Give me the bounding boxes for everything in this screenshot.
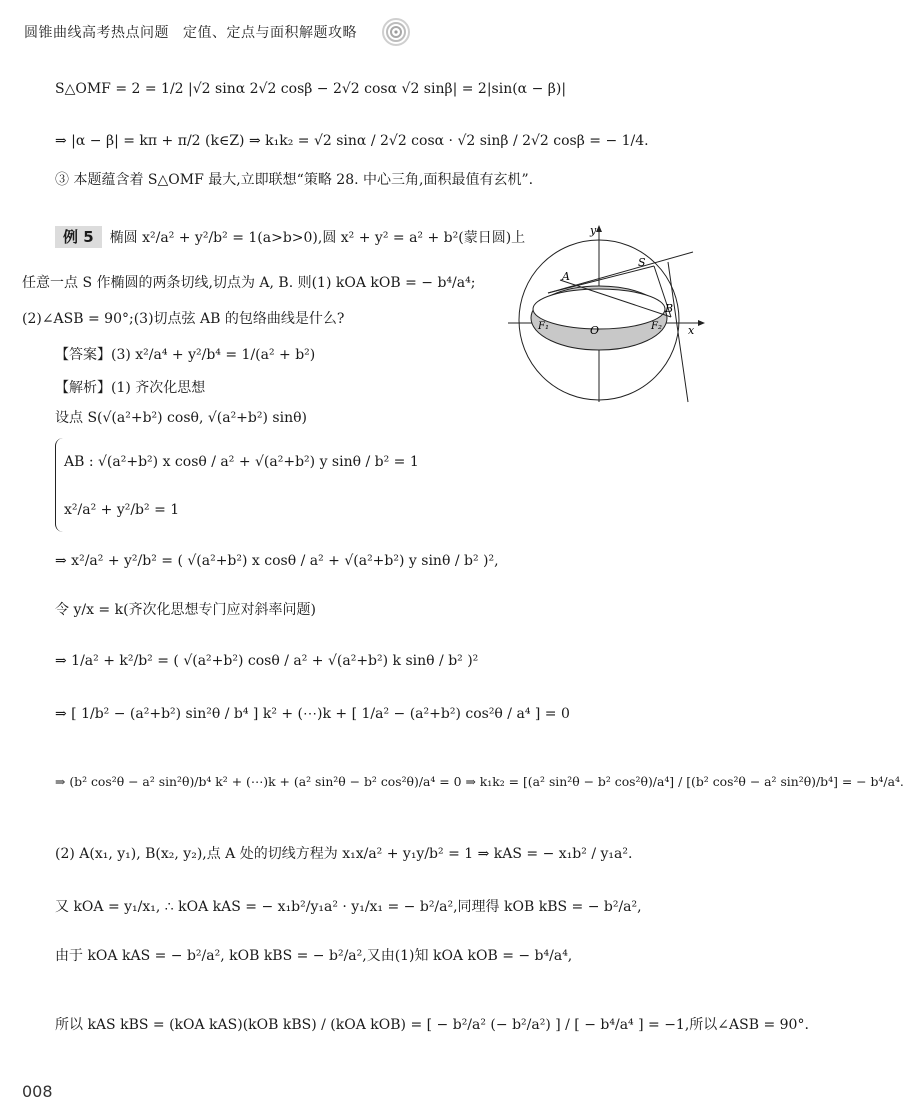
text-line-14: ⇒ 1/a² + k²/b² = ( √(a²+b²) cosθ / a² + √(a²+b²) k sinθ / b² )² <box>55 653 479 669</box>
answer-line: 【答案】(3) x²/a⁴ + y²/b⁴ = 1/(a² + b²) <box>55 347 316 363</box>
text-line-03: ③ 本题蕴含着 S△OMF 最大,立即联想“策略 28. 中心三角,面积最值有玄机”. <box>55 172 534 188</box>
y-axis-arrow-icon <box>596 225 602 232</box>
text-line-02: ⇒ |α − β| = kπ + π/2 (k∈Z) ⇒ k₁k₂ = √2 sinα / 2√2 cosα · √2 sinβ / 2√2 cosβ = − 1/4. <box>55 133 649 149</box>
label-s: S <box>638 256 646 269</box>
text-line-05: 任意一点 S 作椭圆的两条切线,切点为 A, B. 则(1) kOA kOB = − b⁴/a⁴; <box>22 275 476 291</box>
example-5-line <box>55 226 525 248</box>
text-line-20: 所以 kAS kBS = (kOA kAS)(kOB kBS) / (kOA kOB) = [ − b²/a² (− b²/a²) ] / [ − b⁴/a⁴ ] = −1,所以∠ASB = 90°. <box>55 1017 809 1033</box>
text-line-01: S△OMF = 2 = 1/2 |√2 sinα 2√2 cosβ − 2√2 cosα √2 sinβ| = 2|sin(α − β)| <box>55 81 567 97</box>
text-line-12: ⇒ x²/a² + y²/b² = ( √(a²+b²) x cosθ / a² + √(a²+b²) y sinθ / b² )², <box>55 553 499 569</box>
x-axis-arrow-icon <box>698 320 705 326</box>
label-y: y <box>590 224 597 237</box>
label-x: x <box>688 324 695 337</box>
label-b: B <box>665 302 674 315</box>
text-line-16: ⇒ (b² cos²θ − a² sin²θ)/b⁴ k² + (⋯)k + (a² sin²θ − b² cos²θ)/a⁴ = 0 ⇒ k₁k₂ = [(a² sin²θ − b² cos²θ)/a⁴] / [(b² cos²θ − a² sin²θ)/b⁴] = − b⁴/a⁴. <box>55 774 904 789</box>
chapter-title: 定值、定点与面积解题攻略 <box>183 25 357 41</box>
example-badge: 例 5 <box>55 226 102 248</box>
book-title: 圆锥曲线高考热点问题 <box>24 25 169 41</box>
label-f1: F₁ <box>538 321 549 332</box>
text-line-18: 又 kOA = y₁/x₁, ∴ kOA kAS = − x₁b²/y₁a² · y₁/x₁ = − b²/a²,同理得 kOB kBS = − b²/a², <box>55 899 642 915</box>
text-line-17: (2) A(x₁, y₁), B(x₂, y₂),点 A 处的切线方程为 x₁x/a² + y₁y/b² = 1 ⇒ kAS = − x₁b² / y₁a². <box>55 846 633 862</box>
text-line-06: (2)∠ASB = 90°;(3)切点弦 AB 的包络曲线是什么? <box>22 311 345 327</box>
tangent-extension <box>668 262 688 402</box>
ellipse-curve <box>533 289 665 329</box>
analysis-heading: 【解析】(1) 齐次化思想 <box>55 380 206 396</box>
label-f2: F₂ <box>651 321 662 332</box>
text-line-19: 由于 kOA kAS = − b²/a², kOB kBS = − b²/a²,又由(1)知 kOA kOB = − b⁴/a⁴, <box>55 948 573 964</box>
text-line-04: 椭圆 x²/a² + y²/b² = 1(a>b>0),圆 x² + y² = a² + b²(蒙日圆)上 <box>109 230 526 246</box>
page-number: 008 <box>22 1082 53 1101</box>
text-line-13: 令 y/x = k(齐次化思想专门应对斜率问题) <box>55 602 317 618</box>
system-eq-2: x²/a² + y²/b² = 1 <box>64 502 180 518</box>
monge-circle-figure <box>508 222 713 406</box>
system-eq-1: AB : √(a²+b²) x cosθ / a² + √(a²+b²) y sinθ / b² = 1 <box>64 454 419 470</box>
text-line-09: 设点 S(√(a²+b²) cosθ, √(a²+b²) sinθ) <box>55 410 307 426</box>
label-origin: O <box>590 324 600 337</box>
running-header <box>24 22 357 42</box>
swirl-logo-icon <box>381 17 411 47</box>
label-a: A <box>562 270 570 283</box>
text-line-15: ⇒ [ 1/b² − (a²+b²) sin²θ / b⁴ ] k² + (⋯)k + [ 1/a² − (a²+b²) cos²θ / a⁴ ] = 0 <box>55 706 570 722</box>
